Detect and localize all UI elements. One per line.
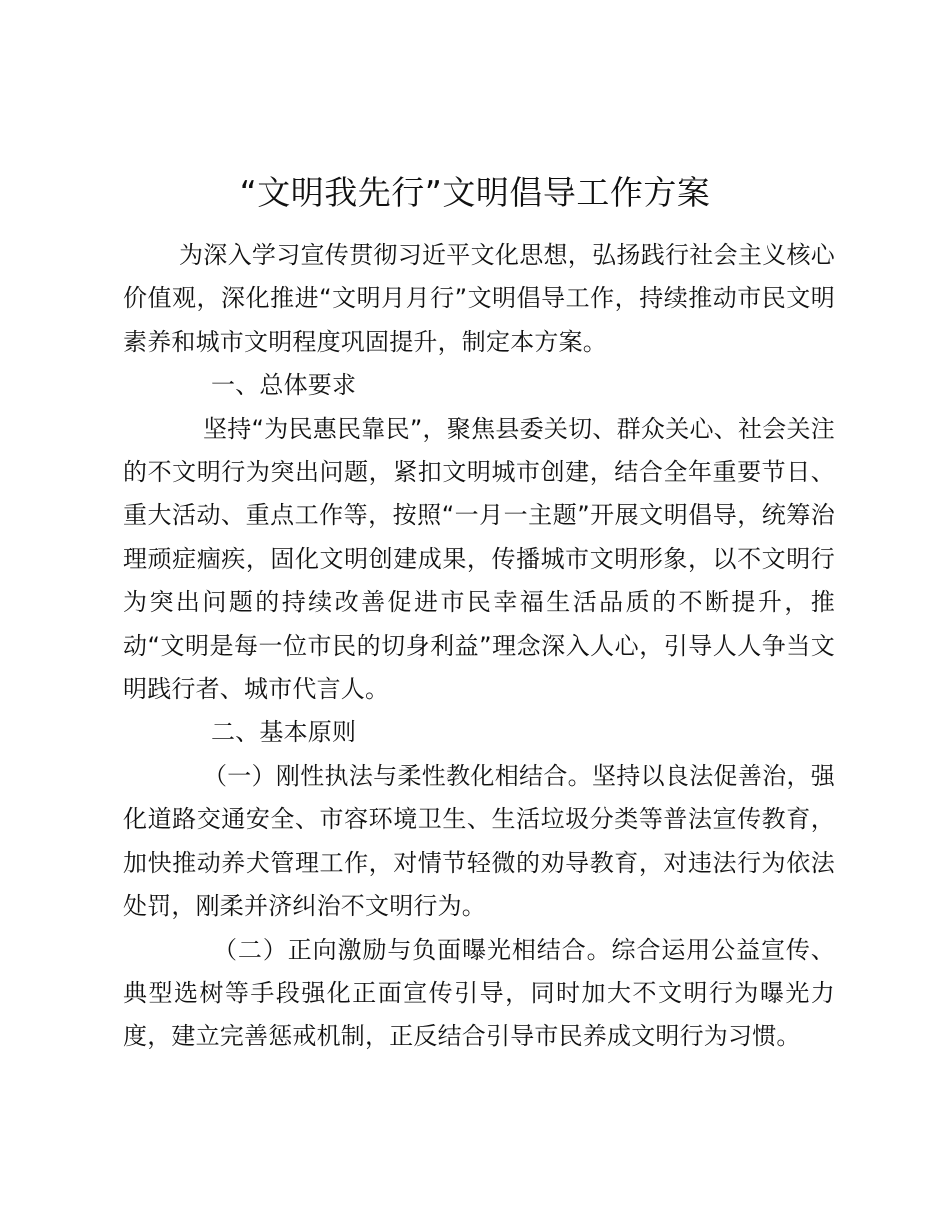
- principle-one-paragraph: （一）刚性执法与柔性教化相结合。坚持以良法促善治，强化道路交通安全、市容环境卫生、生活垃圾分类等普法宣传教育，加快推动养犬管理工作，对情节轻微的劝导教育，对违法行为依法处罚，刚柔并济纠治不文明行为。: [123, 761, 835, 921]
- intro-paragraph: 为深入学习宣传贯彻习近平文化思想，弘扬践行社会主义核心价值观，深化推进“文明月月行”文明倡导工作，持续推动市民文明素养和城市文明程度巩固提升，制定本方案。: [123, 241, 835, 356]
- section-heading-general-requirements: 一、总体要求: [211, 371, 357, 400]
- section-heading-basic-principles: 二、基本原则: [211, 718, 357, 747]
- general-requirements-paragraph: 坚持“为民惠民靠民”，聚焦县委关切、群众关心、社会关注的不文明行为突出问题，紧扣文明城市创建，结合全年重要节日、重大活动、重点工作等，按照“一月一主题”开展文明倡导，统筹治理顽症痼疾，固化文明创建成果，传播城市文明形象，以不文明行为突出问题的持续改善促进市民幸福生活品质的不断提升，推动“文明是每一位市民的切身利益”理念深入人心，引导人人争当文明践行者、城市代言人。: [123, 414, 835, 704]
- document-title: “文明我先行”文明倡导工作方案: [239, 173, 711, 212]
- principle-two-paragraph: （二）正向激励与负面曝光相结合。综合运用公益宣传、典型选树等手段强化正面宣传引导，同时加大不文明行为曝光力度，建立完善惩戒机制，正反结合引导市民养成文明行为习惯。: [123, 935, 835, 1051]
- document-body: [123, 234, 835, 1059]
